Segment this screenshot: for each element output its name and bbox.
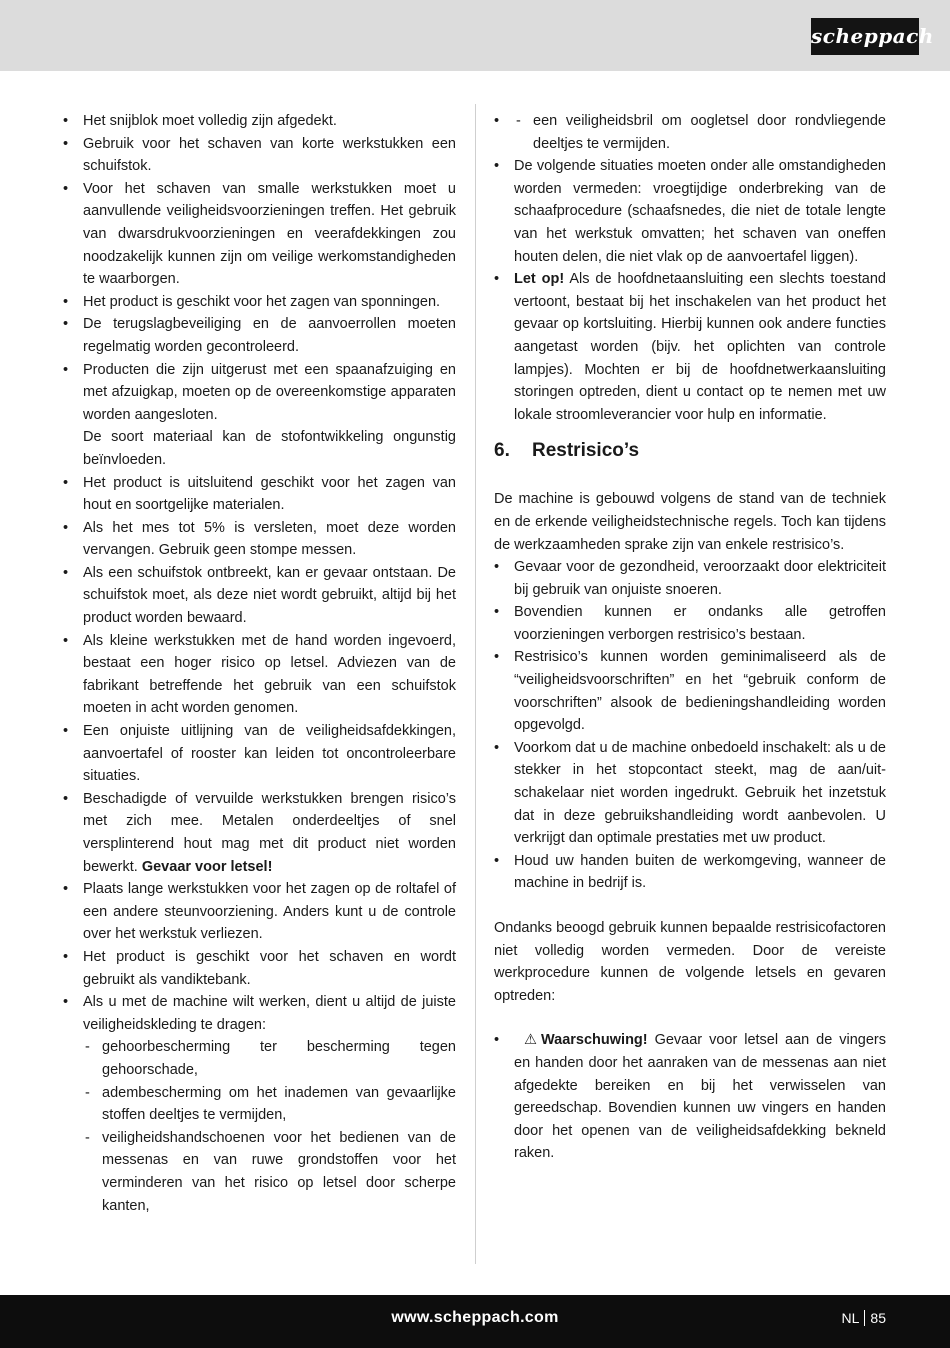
list-item: • Het product is uitsluitend geschikt voor het zagen van hout en soortgelijke materialen.	[63, 472, 456, 517]
footer-bar	[0, 1295, 950, 1348]
page-number: 85	[870, 1310, 886, 1326]
section-intro: De machine is gebouwd volgens de stand van de techniek en de erkende veiligheidstechnische regels. Toch kan tijdens de werkzaamheden sprake zijn van enkele restrisico’s.	[494, 491, 886, 553]
list-item: • Restrisico’s kunnen worden geminimaliseerd als de “veiligheidsvoorschriften” en het “gebruik conform de voorschriften” alsook de bedieningshandleiding worden opgevolgd.	[494, 646, 886, 736]
list-item: • Een onjuiste uitlijning van de veiligheidsafdekkingen, aanvoertafel of rooster kan leiden tot oncontroleerbare situaties.	[63, 720, 456, 788]
list-item: • Het product is geschikt voor het zagen van sponningen.	[63, 291, 456, 314]
list-item-text: Als u met de machine wilt werken, dient u altijd de juiste veiligheidskleding te dragen:	[83, 994, 456, 1033]
section-title: Restrisico’s	[532, 440, 640, 462]
page-info	[842, 1310, 886, 1326]
column-divider	[475, 104, 476, 1264]
safety-list-continued	[494, 110, 886, 426]
list-item: • Bovendien kunnen er ondanks alle getroffen voorzieningen verborgen restrisico’s bestaan.	[494, 601, 886, 646]
list-item: • Als het mes tot 5% is versleten, moet deze worden vervangen. Gebruik geen stompe messen.	[63, 517, 456, 562]
list-item: • Het product is geschikt voor het schaven en wordt gebruikt als vandiktebank.	[63, 946, 456, 991]
list-item	[63, 991, 456, 1217]
list-item-continued	[494, 110, 886, 155]
clothing-item: - • een veiligheidsbril om oogletsel door rondvliegende deeltjes te vermijden.	[514, 110, 886, 155]
list-item: • De volgende situaties moeten onder alle omstandigheden worden vermeden: vroegtijdige onderbreking van de schaafprocedure (schaafsnedes, die niet de totale lengte van het werkstuk omvatten; het schaven van oneffen houten delen, die niet vlak op de aanvoertafel liggen).	[494, 155, 886, 268]
page-separator	[864, 1310, 865, 1326]
clothing-item: - veiligheidshandschoenen voor het bedienen van de messenas en van ruwe grondstoffen voor het verminderen van het risico op letsel door scherpe kanten,	[83, 1127, 456, 1217]
right-column	[494, 110, 886, 1165]
list-item: • Voor het schaven van smalle werkstukken moet u aanvullende veiligheidsvoorzieningen treffen. Het gebruik van dwarsdrukvoorzieningen en veerafdekkingen zou noodzakelijk kunnen zijn om veilige werkomstandigheden te waarborgen.	[63, 178, 456, 291]
warning-item	[494, 1029, 886, 1165]
attention-label: Let op!	[514, 271, 565, 288]
spacer	[494, 895, 886, 917]
list-item	[63, 359, 456, 472]
list-item: • Het snijblok moet volledig zijn afgedekt.	[63, 110, 456, 133]
language-code: NL	[841, 1310, 860, 1326]
list-item	[494, 268, 886, 426]
clothing-item: - gehoorbescherming ter bescherming tegen gehoorschade,	[83, 1036, 456, 1081]
footer-url: www.scheppach.com	[391, 1309, 559, 1326]
list-item: • Gevaar voor de gezondheid, veroorzaakt door elektriciteit bij gebruik van onjuiste snoeren.	[494, 556, 886, 601]
list-item-note: De soort materiaal kan de stofontwikkeling ongunstig beïnvloeden.	[83, 429, 456, 468]
risk-list	[494, 556, 886, 895]
danger-label: Gevaar voor letsel!	[141, 858, 273, 875]
section-number: 6.	[494, 440, 510, 462]
warning-text: Gevaar voor letsel aan de vingers en handen door het aanraken van de messenas aan niet afgedekte bereiken en bij het verwisselen van gereedschap. Bovendien kunnen uw vingers en handen door het openen van de veiligheidsafdekking bekneld raken.	[514, 1032, 886, 1162]
list-item-text: Producten die zijn uitgerust met een spaanafzuiging en met afzuigkap, moeten op de overeenkomstige apparaten worden aangesloten.	[83, 361, 456, 423]
warning-triangle-icon: ⚠	[524, 1032, 537, 1049]
header-bar	[0, 0, 950, 71]
attention-text: Als de hoofdnetaansluiting een slechts toestand vertoont, bestaat bij het inschakelen van het product het gevaar op kortsluiting. Hierbij kunnen ook andere functies aangetast worden (bijv. het oplichten van controle lampjes). Mochten er bij de hoofdnetwerkaansluiting storingen optreden, dient u contact op te nemen met uw lokale stroomleverancier voor hulp en informatie.	[514, 271, 886, 423]
safety-list	[63, 110, 456, 1217]
list-item: • De terugslagbeveiliging en de aanvoerrollen moeten regelmatig worden gecontroleerd.	[63, 313, 456, 358]
clothing-list	[83, 1036, 456, 1217]
list-item: • Plaats lange werkstukken voor het zagen op de roltafel of een andere steunvoorziening. Anders kunt u de controle over het werkstuk verliezen.	[63, 878, 456, 946]
list-item: • Als een schuifstok ontbreekt, kan er gevaar ontstaan. De schuifstok moet, als deze niet wordt gebruikt, altijd bij het product worden bewaard.	[63, 562, 456, 630]
list-item-text: Beschadigde of vervuilde werkstukken brengen risico’s met zich mee. Metalen onderdeeltjes of snel versplinterend hout mag met dit product niet worden bewerkt.	[83, 790, 456, 875]
list-item: • Gebruik voor het schaven van korte werkstukken een schuifstok.	[63, 133, 456, 178]
clothing-list-continued	[514, 110, 886, 155]
warning-list	[494, 1029, 886, 1165]
clothing-item: - adembescherming om het inademen van gevaarlijke stoffen deeltjes te vermijden,	[83, 1082, 456, 1127]
list-item: • Houd uw handen buiten de werkomgeving, wanneer de machine in bedrijf is.	[494, 850, 886, 895]
warning-label: Waarschuwing!	[541, 1032, 648, 1049]
residual-risk-paragraph: Ondanks beoogd gebruik kunnen bepaalde restrisicofactoren niet volledig worden vermeden. Door de vereiste werkprocedure kunnen de volgende letsels en gevaren optreden:	[494, 920, 886, 1004]
section-heading	[494, 438, 886, 464]
list-item: • Voorkom dat u de machine onbedoeld inschakelt: als u de stekker in het stopcontact steekt, mag de aan/uit-schakelaar niet worden ingedrukt. Gebruik het inzetstuk dat in deze gebruikshandleiding wordt aanbevolen. U verkrijgt dan optimale prestaties met uw product.	[494, 737, 886, 850]
spacer	[494, 1007, 886, 1029]
brand-logo: scheppach	[811, 18, 919, 55]
list-item	[63, 788, 456, 878]
list-item: • Als kleine werkstukken met de hand worden ingevoerd, bestaat een hoger risico op letsel. Adviezen van de fabrikant betreffende het gebruik van een schuifstok moeten in acht worden genomen.	[63, 630, 456, 720]
left-column	[63, 110, 456, 1217]
